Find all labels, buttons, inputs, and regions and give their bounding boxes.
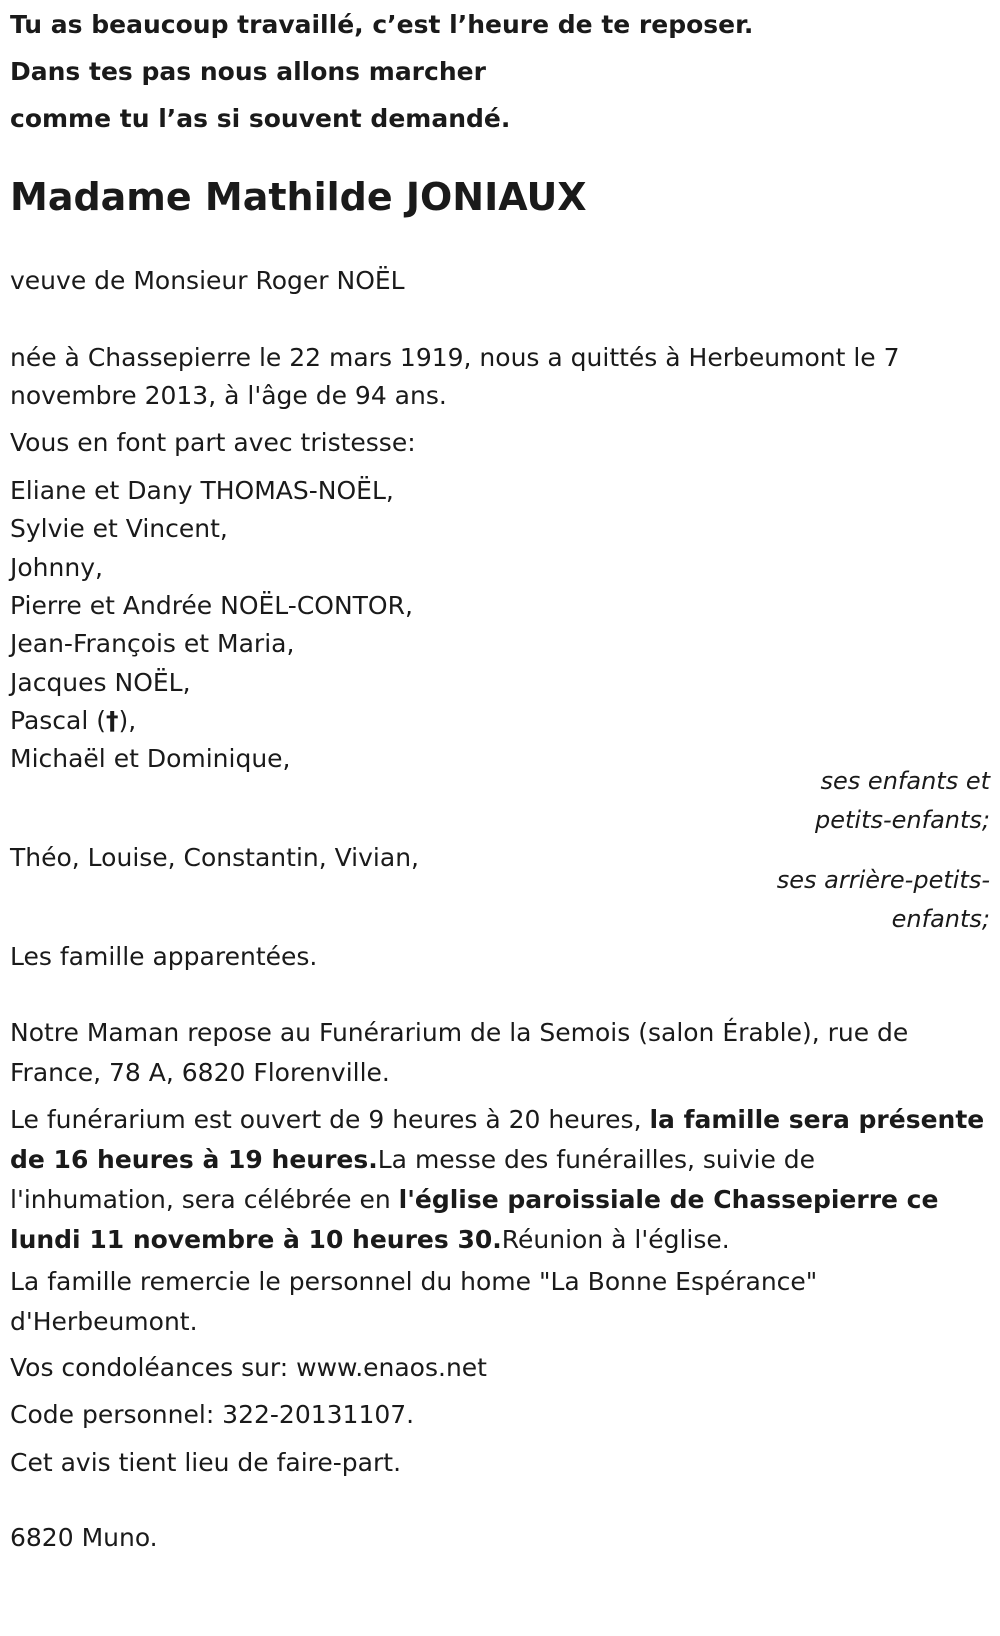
verse-line-2: Dans tes pas nous allons marcher <box>10 57 486 86</box>
great-grandchildren: Théo, Louise, Constantin, Vivian, <box>10 843 419 872</box>
deceased-name: Madame Mathilde JONIAUX <box>10 175 587 219</box>
family-member: Pierre et Andrée NOËL-CONTOR, <box>10 591 413 620</box>
funeral-mass-details: l'église paroissiale de Chassepierre ce lundi 11 novembre à 10 heures 30. <box>10 1185 939 1254</box>
pascal-name: Pascal ( <box>10 706 107 735</box>
visiting-text-1: Le funérarium est ouvert de 9 heures à 20 heures, <box>10 1105 650 1134</box>
family-member: Jacques NOËL, <box>10 668 191 697</box>
children-note-line-1: ses enfants et <box>820 767 990 795</box>
relatives-line: Les famille apparentées. <box>10 942 318 971</box>
cross-icon: † <box>106 706 119 735</box>
family-member: Eliane et Dany THOMAS-NOËL, <box>10 476 394 505</box>
widow-of-line: veuve de Monsieur Roger NOËL <box>10 266 405 295</box>
family-member: Sylvie et Vincent, <box>10 514 228 543</box>
great-grandchildren-note <box>730 861 990 939</box>
verse-line-1: Tu as beaucoup travaillé, c’est l’heure de te reposer. <box>10 10 754 39</box>
address-line: 6820 Muno. <box>10 1523 158 1552</box>
verse-line-3: comme tu l’as si souvent demandé. <box>10 104 511 133</box>
family-member: Johnny, <box>10 553 103 582</box>
pascal-suffix: ), <box>118 706 137 735</box>
family-member-pascal <box>10 701 136 741</box>
visiting-family-presence: la famille sera présente de 16 heures à 19 heures. <box>10 1105 985 1174</box>
condolences-line: Vos condoléances sur: www.enaos.net <box>10 1353 487 1382</box>
family-member: Michaël et Dominique, <box>10 744 291 773</box>
family-member: Jean-François et Maria, <box>10 629 295 658</box>
great-grandchildren-note-line-2: enfants; <box>891 905 990 933</box>
funerarium-paragraph: Notre Maman repose au Funérarium de la Semois (salon Érable), rue de France, 78 A, 6820 Florenville. <box>10 1018 909 1087</box>
notice-line: Cet avis tient lieu de faire-part. <box>10 1448 402 1477</box>
birth-death-line-1: née à Chassepierre le 22 mars 1919, nous a quittés à Herbeumont le 7 <box>10 343 900 372</box>
intro-line: Vous en font part avec tristesse: <box>10 428 416 457</box>
death-notice <box>10 0 990 1636</box>
great-grandchildren-note-line-1: ses arrière-petits- <box>776 866 990 894</box>
birth-death-line-2: novembre 2013, à l'âge de 94 ans. <box>10 381 447 410</box>
thanks-paragraph: La famille remercie le personnel du home "La Bonne Espérance" d'Herbeumont. <box>10 1267 818 1336</box>
visiting-paragraph <box>10 1100 985 1260</box>
children-note <box>730 762 990 840</box>
visiting-text-2: La messe des funérailles, suivie de l'inhumation, sera célébrée en <box>10 1145 816 1214</box>
children-note-line-2: petits-enfants; <box>815 806 990 834</box>
visiting-text-3: Réunion à l'église. <box>501 1225 730 1254</box>
personal-code-line: Code personnel: 322-20131107. <box>10 1400 415 1429</box>
